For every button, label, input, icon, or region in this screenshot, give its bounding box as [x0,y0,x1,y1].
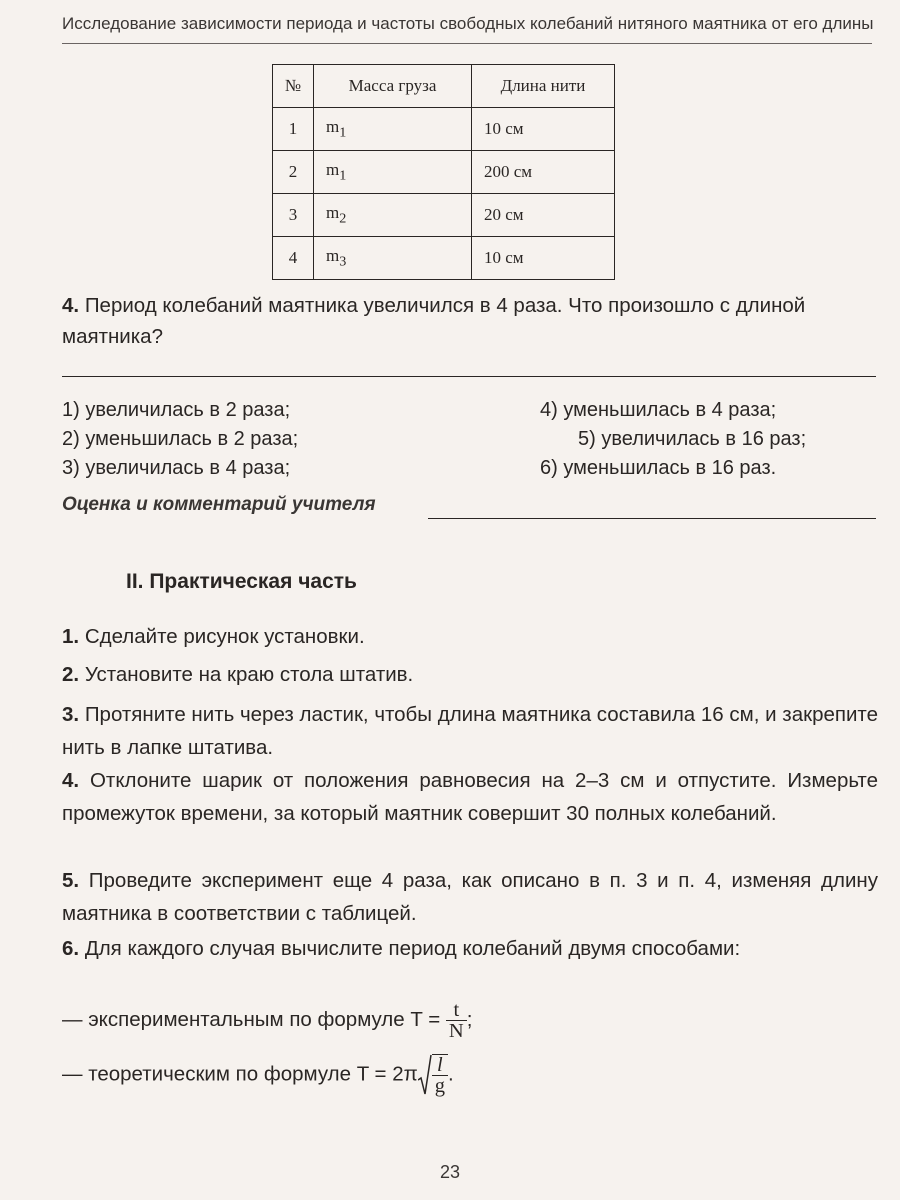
step-6: 6. Для каждого случая вычислите период колебаний двумя способами: [62,937,741,960]
question-text: Период колебаний маятника увеличился в 4 раза. Что произошло с длиной маятника? [62,294,806,348]
cell-length: 10 см [472,237,615,280]
table-row [273,108,615,151]
formula-experimental: — экспериментальным по формуле T = $\frac{t}{N}$ ; [62,999,473,1042]
question-number: 4. [62,294,80,317]
table-row [273,151,615,194]
step-3: 3. Протяните нить через ластик, чтобы длина маятника составила 16 см, и закрепите нить в лапке штатива. [62,703,878,759]
question-4 [62,290,878,352]
divider [62,376,876,377]
table-row [273,237,615,280]
column-header-length: Длина нити [472,65,615,108]
step-1: 1. Сделайте рисунок установки. [62,625,365,648]
cell-mass: $m_1$ [314,151,472,194]
cell-number: 2 [273,151,314,194]
fraction-t-over-n: $\frac{t}{N}$ [446,1000,467,1041]
cell-length: 200 см [472,151,615,194]
square-root-sign [418,1054,432,1096]
answer-option-3: 3) увеличилась в 4 раза; [62,457,291,479]
cell-number: 4 [273,237,314,280]
cell-mass: $m_3$ [314,237,472,280]
cell-length: 10 см [472,108,615,151]
data-table [272,64,615,280]
answer-option-5: 5) увеличилась в 16 раз; [578,428,807,450]
answer-option-4: 4) уменьшилась в 4 раза; [540,399,777,421]
step-5: 5. Проведите эксперимент еще 4 раза, как описано в п. 3 и п. 4, изменяя длину маятника в соответствии с таблицей. [62,869,878,925]
step-4: 4. Отклоните шарик от положения равновесия на 2–3 см и отпустите. Измерьте промежуток времени, за который маятник совершит 30 полных колебаний. [62,769,878,825]
fraction-l-over-g: $\frac{l}{g}$ [432,1054,448,1096]
table-header-row [273,65,615,108]
section-title: II. Практическая часть [126,570,357,593]
cell-mass: $m_1$ [314,108,472,151]
teacher-comment-label: Оценка и комментарий учителя [62,494,376,515]
column-header-mass: Масса груза [314,65,472,108]
page-number: 23 [439,1162,461,1182]
table-row [273,194,615,237]
answer-option-6: 6) уменьшилась в 16 раз. [540,457,777,479]
teacher-comment-line [428,518,876,519]
answer-option-2: 2) уменьшилась в 2 раза; [62,428,299,450]
cell-number: 1 [273,108,314,151]
running-header: Исследование зависимости периода и частоты свободных колебаний нитяного маятника от его длины [62,14,872,44]
formula-theoretical: — теоретическим по формуле T = 2π $\frac{l}{g}$ . [62,1054,454,1097]
cell-length: 20 см [472,194,615,237]
cell-mass: $m_2$ [314,194,472,237]
step-2: 2. Установите на краю стола штатив. [62,663,414,686]
column-header-number: № [273,65,314,108]
answer-option-1: 1) увеличилась в 2 раза; [62,399,291,421]
cell-number: 3 [273,194,314,237]
